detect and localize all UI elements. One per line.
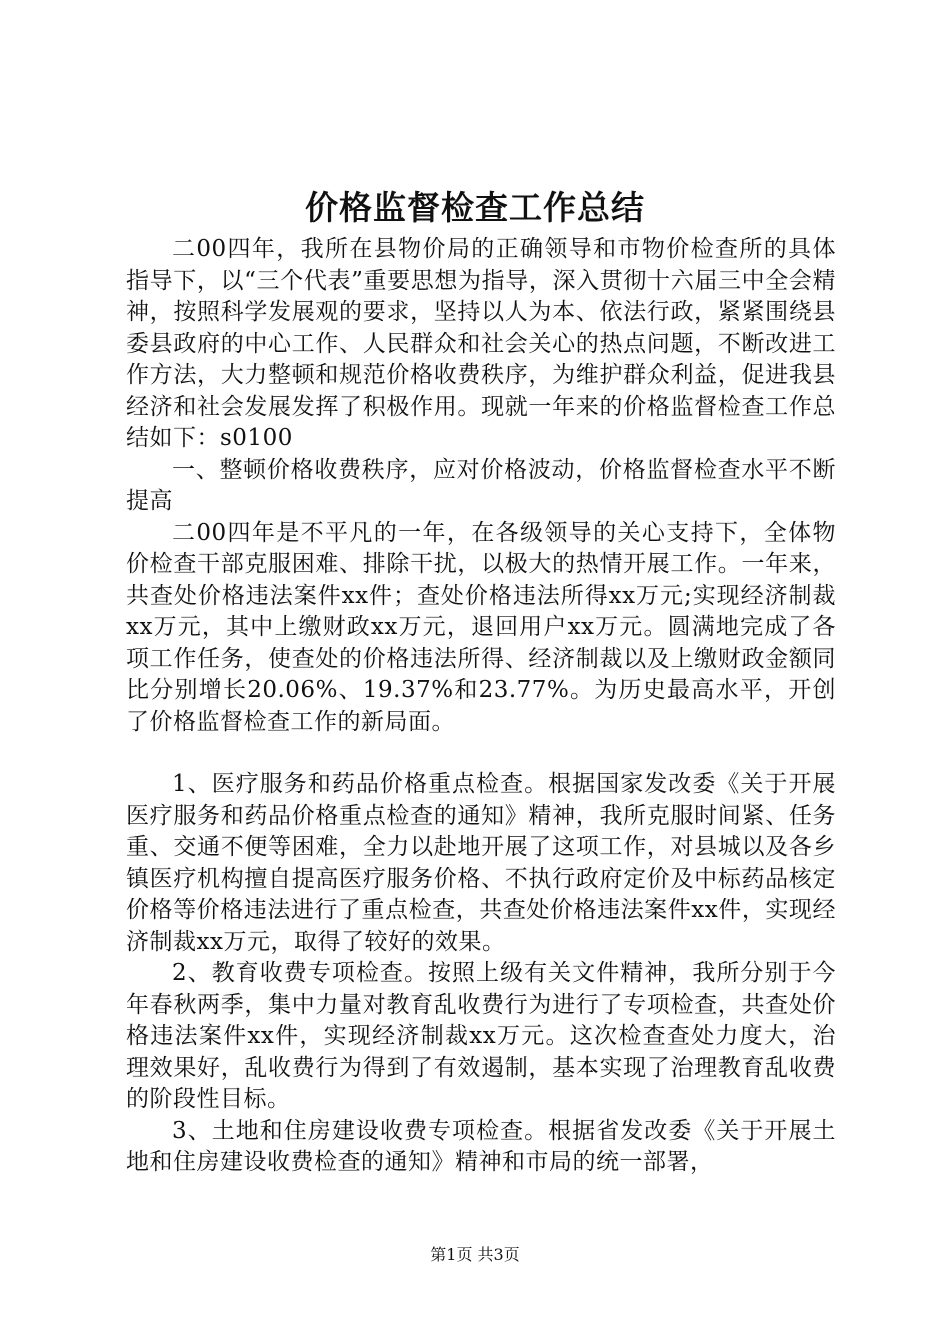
- paragraph-item-2: 2、教育收费专项检查。按照上级有关文件精神，我所分别于今年春秋两季，集中力量对教育乱收费行为进行了专项检查，共查处价格违法案件xx件，实现经济制裁xx万元。这次检查查处力度大，治理效果好，乱收费行为得到了有效遏制，基本实现了治理教育乱收费的阶段性目标。: [126, 960, 836, 1112]
- paragraph-item-1: 1、医疗服务和药品价格重点检查。根据国家发改委《关于开展医疗服务和药品价格重点检查的通知》精神，我所克服时间紧、任务重、交通不便等困难，全力以赴地开展了这项工作，对县城以及各乡镇医疗机构擅自提高医疗服务价格、不执行政府定价及中标药品核定价格等价格违法进行了重点检查，共查处价格违法案件xx件，实现经济制裁xx万元，取得了较好的效果。: [126, 771, 836, 955]
- page-title: 价格监督检查工作总结: [305, 188, 645, 227]
- page-footer: 第1页 共3页: [430, 1245, 520, 1264]
- paragraph-intro: 二00四年，我所在县物价局的正确领导和市物价检查所的具体指导下，以“三个代表”重要思想为指导，深入贯彻十六届三中全会精神，按照科学发展观的要求，坚持以人为本、依法行政，紧紧围绕县委县政府的中心工作、人民群众和社会关心的热点问题，不断改进工作方法，大力整顿和规范价格收费秩序，为维护群众利益，促进我县经济和社会发展发挥了积极作用。现就一年来的价格监督检查工作总结如下：s0100: [126, 236, 836, 451]
- paragraph-summary: 二00四年是不平凡的一年，在各级领导的关心支持下，全体物价检查干部克服困难、排除干扰，以极大的热情开展工作。一年来，共查处价格违法案件xx件；查处价格违法所得xx万元;实现经济制裁xx万元，其中上缴财政xx万元，退回用户xx万元。圆满地完成了各项工作任务，使查处的价格违法所得、经济制裁以及上缴财政金额同比分别增长20.06%、19.37%和23.77%。为历史最高水平，开创了价格监督检查工作的新局面。: [126, 519, 836, 735]
- document-body: [126, 234, 836, 1179]
- section-heading-1: 一、整顿价格收费秩序，应对价格波动，价格监督检查水平不断提高: [126, 456, 836, 514]
- paragraph-item-3: 3、土地和住房建设收费专项检查。根据省发改委《关于开展土地和住房建设收费检查的通知》精神和市局的统一部署，: [126, 1117, 836, 1175]
